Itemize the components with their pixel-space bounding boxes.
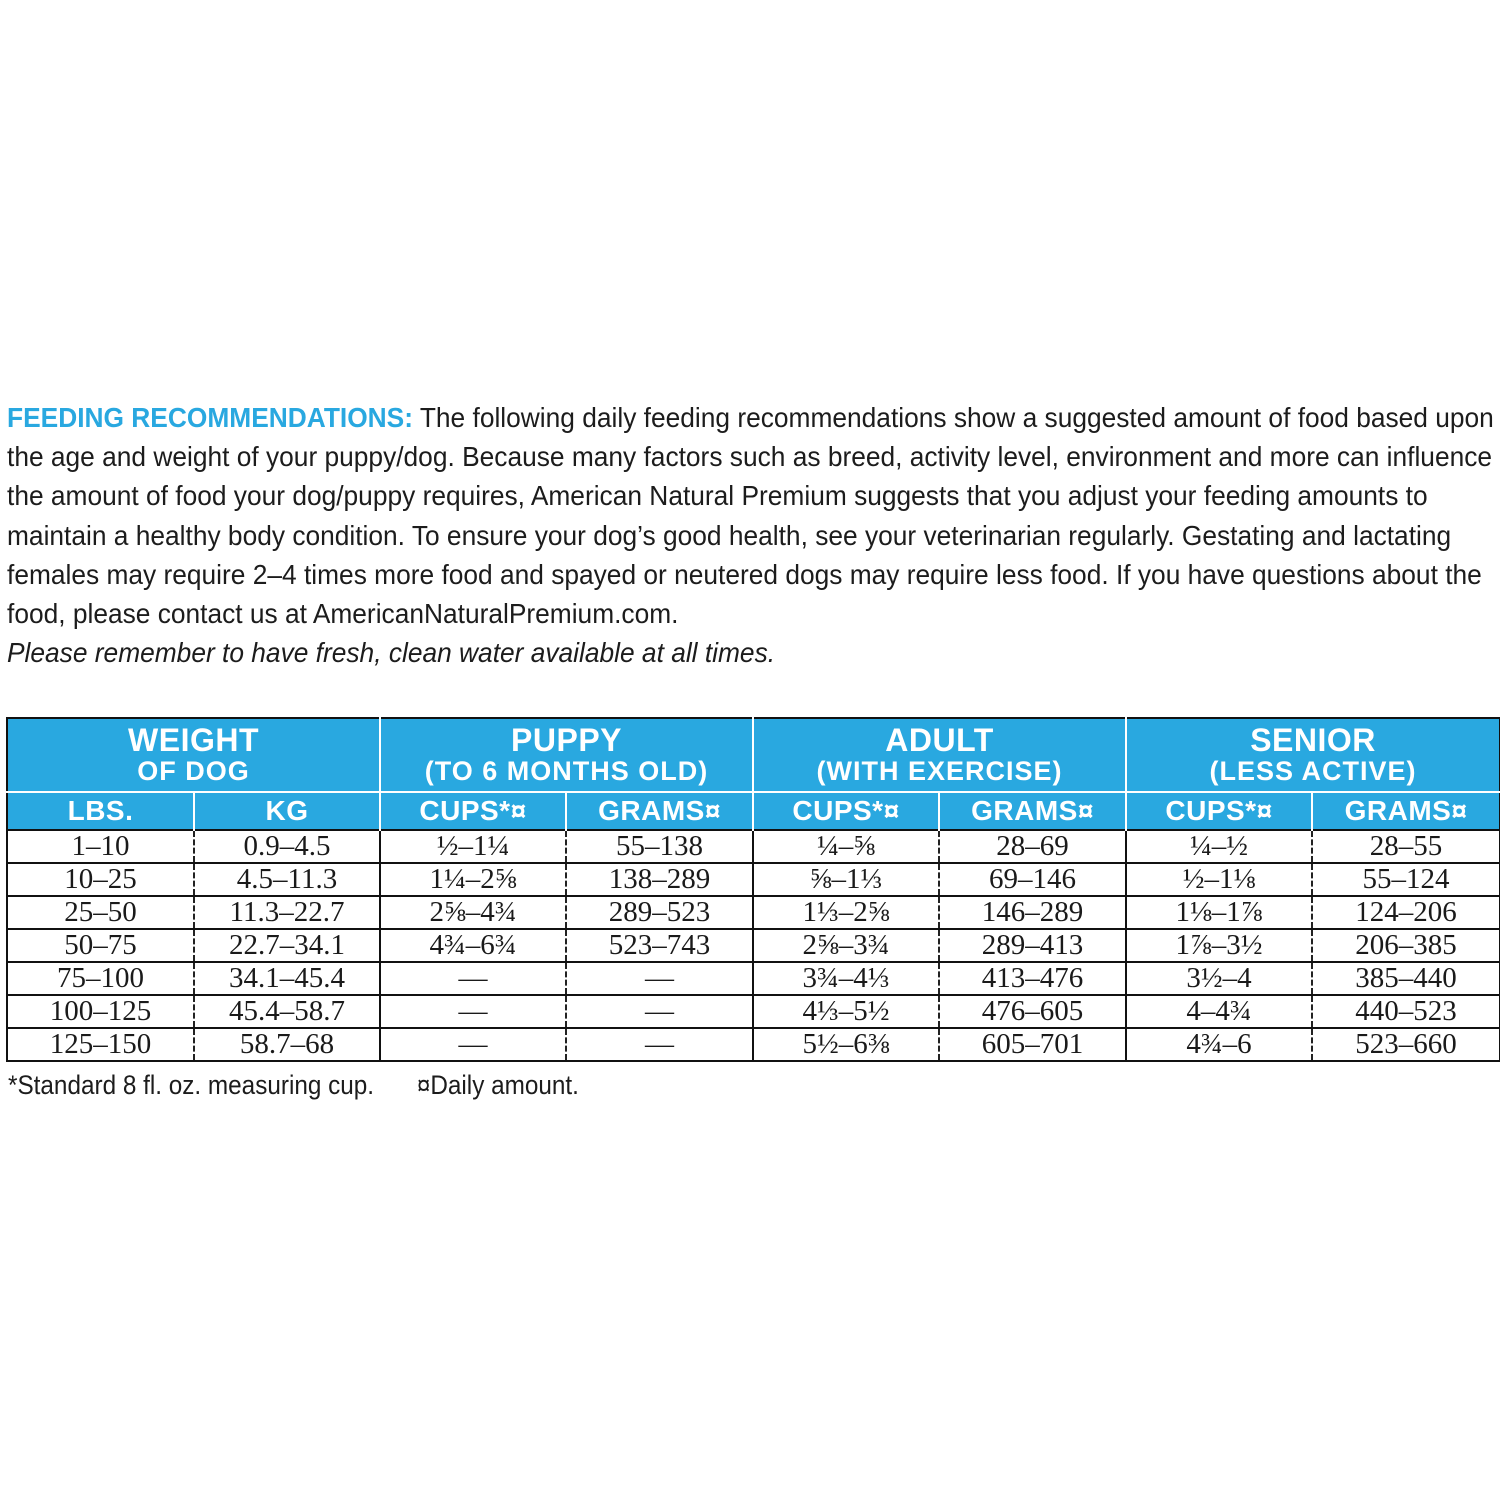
group-header-senior bbox=[1126, 718, 1500, 792]
group-subtitle: (LESS ACTIVE) bbox=[1209, 756, 1417, 786]
group-title: PUPPY bbox=[511, 722, 622, 758]
table-cell: 2⅝–4¾ bbox=[380, 896, 566, 929]
table-cell: 605–701 bbox=[939, 1028, 1126, 1061]
group-header-puppy bbox=[380, 718, 753, 792]
table-cell: 0.9–4.5 bbox=[194, 830, 380, 863]
table-row bbox=[7, 929, 1500, 962]
table-cell: 28–69 bbox=[939, 830, 1126, 863]
table-row bbox=[7, 995, 1500, 1028]
column-header-senior-grams: GRAMS¤ bbox=[1312, 792, 1500, 830]
column-header-adult-grams: GRAMS¤ bbox=[939, 792, 1126, 830]
table-row bbox=[7, 1028, 1500, 1061]
table-cell: 4¾–6 bbox=[1126, 1028, 1312, 1061]
group-header-row bbox=[7, 718, 1500, 792]
table-cell: — bbox=[566, 962, 753, 995]
table-cell: 100–125 bbox=[7, 995, 194, 1028]
table-cell: 146–289 bbox=[939, 896, 1126, 929]
table-cell: 28–55 bbox=[1312, 830, 1500, 863]
table-cell: 58.7–68 bbox=[194, 1028, 380, 1061]
table-cell: 523–743 bbox=[566, 929, 753, 962]
table-cell: — bbox=[566, 995, 753, 1028]
table-cell: 2⅝–3¾ bbox=[753, 929, 939, 962]
group-subtitle: OF DOG bbox=[137, 756, 250, 786]
group-header-adult bbox=[753, 718, 1126, 792]
table-cell: ¼–⅝ bbox=[753, 830, 939, 863]
table-cell: 45.4–58.7 bbox=[194, 995, 380, 1028]
footnote-cup: *Standard 8 fl. oz. measuring cup. bbox=[8, 1070, 375, 1100]
table-cell: 206–385 bbox=[1312, 929, 1500, 962]
table-cell: 385–440 bbox=[1312, 962, 1500, 995]
table-cell: 55–138 bbox=[566, 830, 753, 863]
table-cell: 4⅓–5½ bbox=[753, 995, 939, 1028]
table-cell: 289–413 bbox=[939, 929, 1126, 962]
table-cell: 50–75 bbox=[7, 929, 194, 962]
column-header-kg: KG bbox=[194, 792, 380, 830]
table-cell: — bbox=[380, 1028, 566, 1061]
table-cell: 22.7–34.1 bbox=[194, 929, 380, 962]
column-header-adult-cups: CUPS*¤ bbox=[753, 792, 939, 830]
group-title: SENIOR bbox=[1250, 722, 1376, 758]
table-cell: — bbox=[566, 1028, 753, 1061]
table-cell: — bbox=[380, 962, 566, 995]
table-cell: 1–10 bbox=[7, 830, 194, 863]
table-cell: 10–25 bbox=[7, 863, 194, 896]
table-body bbox=[7, 830, 1500, 1061]
group-subtitle: (WITH EXERCISE) bbox=[816, 756, 1063, 786]
table-cell: 5½–6⅜ bbox=[753, 1028, 939, 1061]
table-cell: 125–150 bbox=[7, 1028, 194, 1061]
water-reminder: Please remember to have fresh, clean water available at all times. bbox=[7, 637, 776, 669]
table-cell: ⅝–1⅓ bbox=[753, 863, 939, 896]
group-title: WEIGHT bbox=[128, 722, 259, 758]
table-cell: 4.5–11.3 bbox=[194, 863, 380, 896]
table-cell: 1⅓–2⅝ bbox=[753, 896, 939, 929]
group-subtitle: (TO 6 MONTHS OLD) bbox=[424, 756, 709, 786]
table-cell: 476–605 bbox=[939, 995, 1126, 1028]
table-cell: 55–124 bbox=[1312, 863, 1500, 896]
column-header-senior-cups: CUPS*¤ bbox=[1126, 792, 1312, 830]
column-header-lbs: LBS. bbox=[7, 792, 194, 830]
feeding-recommendations-heading: FEEDING RECOMMENDATIONS: bbox=[7, 402, 414, 433]
table-cell: 440–523 bbox=[1312, 995, 1500, 1028]
table-cell: ½–1⅛ bbox=[1126, 863, 1312, 896]
table-row bbox=[7, 863, 1500, 896]
table-cell: 1⅛–1⅞ bbox=[1126, 896, 1312, 929]
column-header-puppy-cups: CUPS*¤ bbox=[380, 792, 566, 830]
feeding-recommendations-body: The following daily feeding recommendations show a suggested amount of food based upon the age and weight of your puppy/dog. Because many factors such as breed, activity level, environment and more can influence the amount of food your dog/puppy requires, American Natural Premium suggests that you adjust your feeding amounts to maintain a healthy body condition. To ensure your dog’s good health, see your veterinarian regularly. Gestating and lactating females may require 2–4 times more food and spayed or neutered dogs may require less food. If you have questions about the food, please contact us at AmericanNaturalPremium.com. bbox=[7, 402, 1494, 630]
table-cell: ¼–½ bbox=[1126, 830, 1312, 863]
feeding-recommendations-text bbox=[7, 398, 1497, 672]
column-header-puppy-grams: GRAMS¤ bbox=[566, 792, 753, 830]
table-cell: 3½–4 bbox=[1126, 962, 1312, 995]
table-cell: 523–660 bbox=[1312, 1028, 1500, 1061]
table-cell: 11.3–22.7 bbox=[194, 896, 380, 929]
table-cell: 289–523 bbox=[566, 896, 753, 929]
table-cell: 124–206 bbox=[1312, 896, 1500, 929]
table-cell: 138–289 bbox=[566, 863, 753, 896]
group-title: ADULT bbox=[885, 722, 994, 758]
table-cell: 34.1–45.4 bbox=[194, 962, 380, 995]
table-cell: 25–50 bbox=[7, 896, 194, 929]
table-row bbox=[7, 962, 1500, 995]
table-cell: — bbox=[380, 995, 566, 1028]
table-cell: 3¾–4⅓ bbox=[753, 962, 939, 995]
table-cell: 4–4¾ bbox=[1126, 995, 1312, 1028]
table-row bbox=[7, 896, 1500, 929]
footnotes bbox=[8, 1070, 579, 1101]
table-cell: 69–146 bbox=[939, 863, 1126, 896]
table-row bbox=[7, 830, 1500, 863]
table-cell: 1⅞–3½ bbox=[1126, 929, 1312, 962]
feeding-table bbox=[6, 717, 1500, 1062]
footnote-daily: ¤Daily amount. bbox=[416, 1070, 579, 1100]
column-header-row bbox=[7, 792, 1500, 830]
table-cell: 4¾–6¾ bbox=[380, 929, 566, 962]
table-cell: ½–1¼ bbox=[380, 830, 566, 863]
table-cell: 413–476 bbox=[939, 962, 1126, 995]
table-cell: 1¼–2⅝ bbox=[380, 863, 566, 896]
table-cell: 75–100 bbox=[7, 962, 194, 995]
group-header-weight bbox=[7, 718, 380, 792]
